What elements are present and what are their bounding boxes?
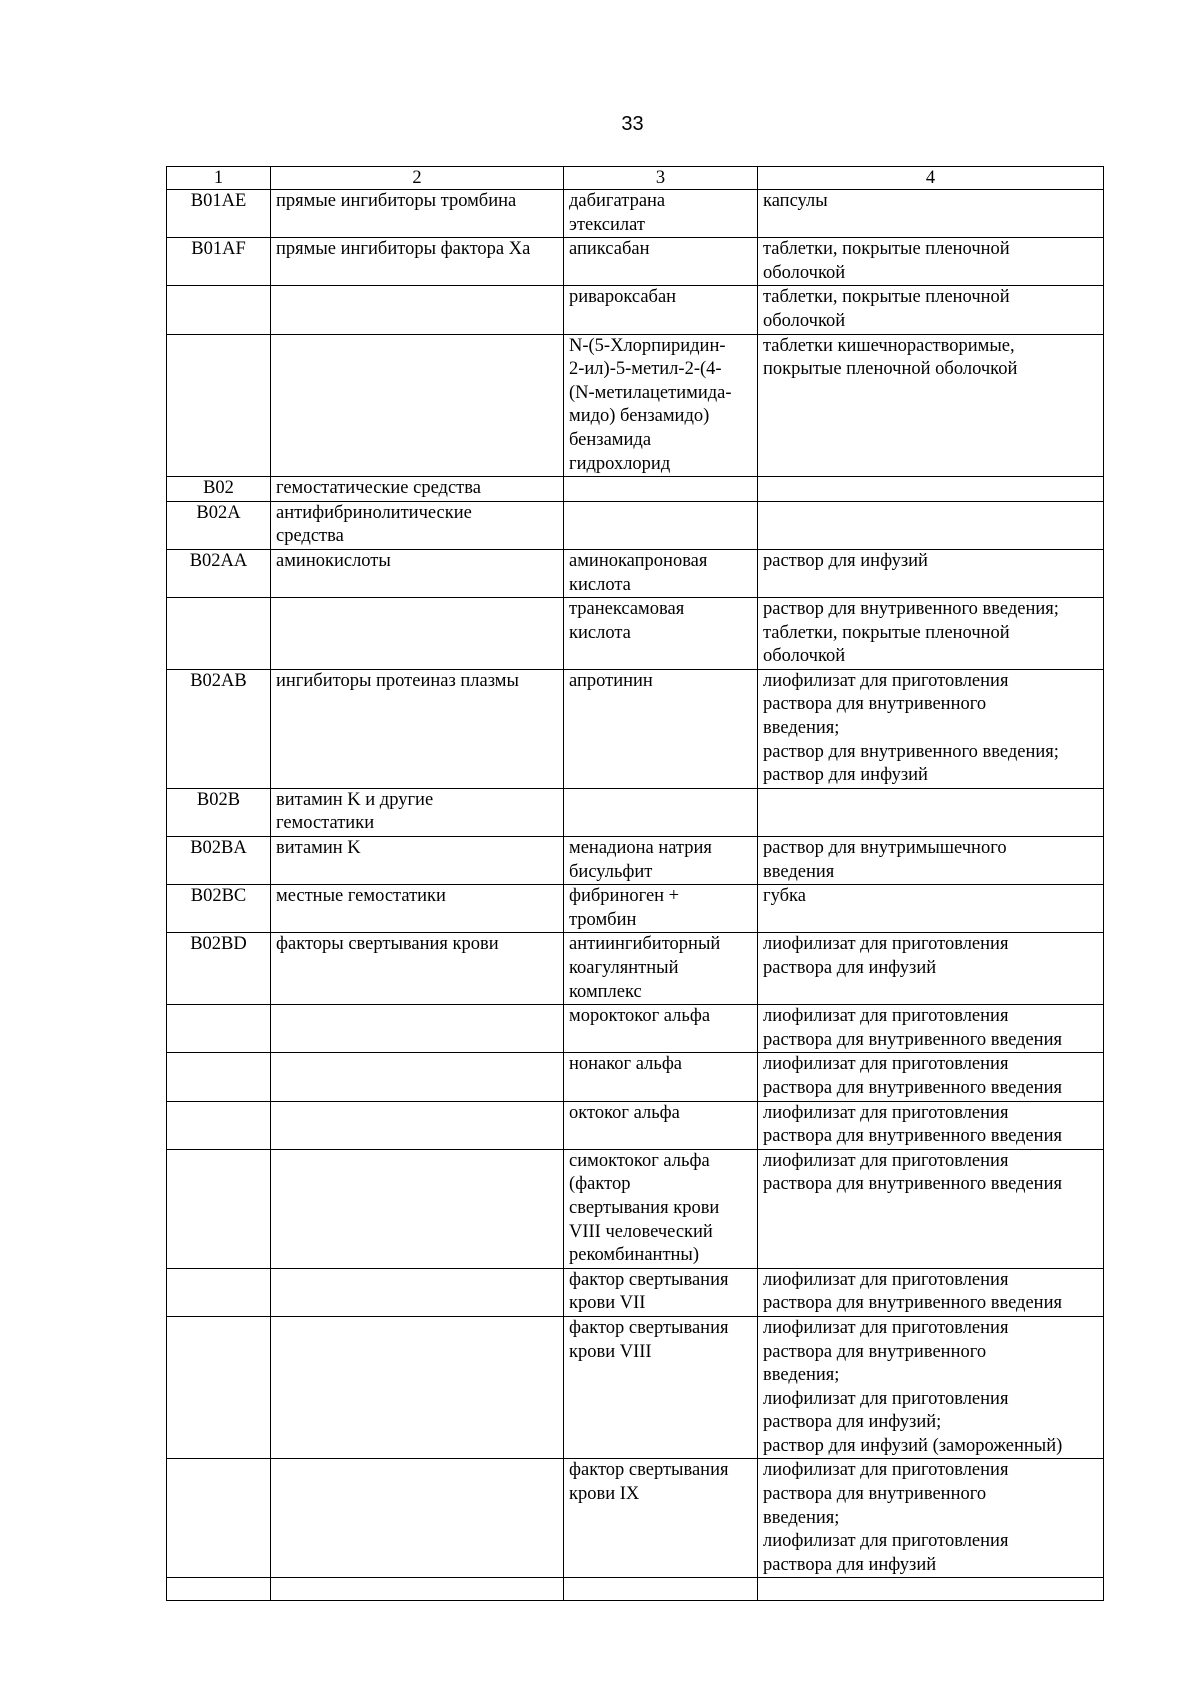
drug-cell: [564, 334, 758, 477]
cell-line: раствор для инфузий (замороженный): [763, 1435, 1063, 1456]
cell-line: кислота: [569, 574, 631, 595]
table-row: [167, 1101, 1104, 1149]
header-cell: 2: [271, 167, 564, 190]
cell-line: лиофилизат для приготовления: [763, 1102, 1009, 1123]
table-row: [167, 933, 1104, 1005]
cell-line: витамин K: [276, 838, 361, 859]
form-cell: [758, 1101, 1104, 1149]
form-cell: [758, 238, 1104, 286]
table-row: [167, 1459, 1104, 1578]
cell-line: (фактор: [569, 1174, 631, 1195]
cell-line: транексамовая: [569, 599, 685, 620]
cell-line: прямые ингибиторы фактора Xa: [276, 239, 531, 260]
cell-line: раствора для внутривенного введения: [763, 1029, 1062, 1050]
cell-line: лиофилизат для приготовления: [763, 1006, 1009, 1027]
drug-cell: [564, 1459, 758, 1578]
cell-line: фактор свертывания: [569, 1269, 729, 1290]
group-cell: [271, 885, 564, 933]
form-cell: [758, 1053, 1104, 1101]
cell-line: крови IX: [569, 1484, 640, 1505]
table-row: [167, 334, 1104, 477]
table-row: [167, 286, 1104, 334]
cell-line: (N-метилацетимида-: [569, 382, 732, 403]
drug-cell: [564, 837, 758, 885]
drug-cell: [564, 549, 758, 597]
cell-line: коагулянтный: [569, 958, 679, 978]
cell-line: апиксабан: [569, 239, 650, 260]
table-row: [167, 501, 1104, 549]
cell-line: факторы свертывания крови: [276, 934, 499, 955]
cell-line: введения;: [763, 1365, 840, 1386]
cell-line: гемостатические средства: [276, 478, 481, 499]
atc-code-cell: B02BC: [167, 885, 271, 933]
table-row: [167, 1053, 1104, 1101]
cell-line: крови VIII: [569, 1341, 652, 1362]
cell-line: витамин K и другие: [276, 789, 434, 810]
atc-code-cell: [167, 286, 271, 334]
drug-cell: [564, 477, 758, 502]
cell-line: губка: [763, 886, 806, 907]
group-cell: [271, 190, 564, 238]
form-cell: [758, 334, 1104, 477]
cell-line: нонаког альфа: [569, 1054, 683, 1075]
group-cell: [271, 477, 564, 502]
cell-line: лиофилизат для приготовления: [763, 1269, 1009, 1290]
group-cell: [271, 1149, 564, 1268]
cell-line: этексилат: [569, 214, 645, 235]
cell-line: раствор для инфузий: [763, 550, 928, 571]
cell-line: раствор для внутривенного введения;: [763, 741, 1059, 762]
cell-line: мидо) бензамидо): [569, 406, 710, 427]
cell-line: фактор свертывания: [569, 1460, 729, 1481]
group-cell: [271, 669, 564, 788]
form-cell: [758, 885, 1104, 933]
form-cell: [758, 1005, 1104, 1053]
cell-line: таблетки, покрытые пленочной: [763, 622, 1010, 643]
atc-code-cell: B02A: [167, 501, 271, 549]
group-cell: [271, 1268, 564, 1316]
cell-line: ривароксабан: [569, 287, 677, 308]
form-cell: [758, 1459, 1104, 1578]
form-cell: [758, 598, 1104, 670]
header-cell: 4: [758, 167, 1104, 190]
form-cell: [758, 669, 1104, 788]
cell-line: раствора для инфузий: [763, 1554, 937, 1575]
table-row: [167, 1268, 1104, 1316]
cell-line: таблетки кишечнорастворимые,: [763, 335, 1015, 356]
group-cell: [271, 1316, 564, 1459]
cell-line: лиофилизат для приготовления: [763, 934, 1009, 955]
table-row: [167, 549, 1104, 597]
cell-line: раствора для инфузий;: [763, 1412, 942, 1433]
drug-cell: [564, 669, 758, 788]
cell-line: раствора для внутривенного: [763, 694, 987, 715]
group-cell: [271, 837, 564, 885]
group-cell: [271, 598, 564, 670]
cell-line: фибриноген +: [569, 886, 680, 907]
empty-cell: [758, 1578, 1104, 1601]
form-cell: [758, 190, 1104, 238]
cell-line: раствор для внутривенного введения;: [763, 599, 1059, 620]
group-cell: [271, 1053, 564, 1101]
cell-line: оболочкой: [763, 646, 846, 667]
form-cell: [758, 477, 1104, 502]
cell-line: лиофилизат для приготовления: [763, 1531, 1009, 1552]
atc-code-cell: [167, 1459, 271, 1578]
cell-line: аминокислоты: [276, 550, 391, 571]
form-cell: [758, 549, 1104, 597]
group-cell: [271, 1459, 564, 1578]
cell-line: местные гемостатики: [276, 886, 446, 907]
cell-line: VIII человеческий: [569, 1221, 713, 1242]
cell-line: покрытые пленочной оболочкой: [763, 359, 1018, 380]
drug-cell: [564, 933, 758, 1005]
form-cell: [758, 501, 1104, 549]
group-cell: [271, 549, 564, 597]
cell-line: N-(5-Хлорпиридин-: [569, 335, 726, 356]
table-row: [167, 190, 1104, 238]
atc-code-cell: B02AA: [167, 549, 271, 597]
atc-code-cell: [167, 598, 271, 670]
drug-cell: [564, 1149, 758, 1268]
cell-line: оболочкой: [763, 262, 846, 283]
cell-line: 2-ил)-5-метил-2-(4-: [569, 359, 722, 380]
cell-line: кислота: [569, 622, 631, 643]
cell-line: лиофилизат для приготовления: [763, 1150, 1009, 1171]
group-cell: [271, 286, 564, 334]
drug-table: [166, 166, 1104, 1601]
form-cell: [758, 1149, 1104, 1268]
cell-line: лиофилизат для приготовления: [763, 1388, 1009, 1409]
cell-line: оболочкой: [763, 310, 846, 331]
cell-line: дабигатрана: [569, 191, 666, 211]
cell-line: прямые ингибиторы тромбина: [276, 191, 517, 211]
cell-line: крови VII: [569, 1293, 646, 1314]
drug-cell: [564, 190, 758, 238]
cell-line: антифибринолитические: [276, 502, 472, 523]
cell-line: апротинин: [569, 670, 653, 691]
atc-code-cell: [167, 334, 271, 477]
table-row: [167, 1149, 1104, 1268]
form-cell: [758, 788, 1104, 836]
group-cell: [271, 1101, 564, 1149]
group-cell: [271, 334, 564, 477]
drug-cell: [564, 885, 758, 933]
table-header-row: [167, 167, 1104, 190]
cell-line: раствора для внутривенного: [763, 1484, 987, 1505]
drug-cell: [564, 1053, 758, 1101]
cell-line: менадиона натрия: [569, 838, 712, 859]
cell-line: бензамида: [569, 429, 652, 450]
group-cell: [271, 1005, 564, 1053]
cell-line: раствора для внутривенного введения: [763, 1293, 1062, 1314]
empty-cell: [564, 1578, 758, 1601]
table-row: [167, 1316, 1104, 1459]
header-cell: 3: [564, 167, 758, 190]
page-number: 33: [621, 113, 644, 135]
cell-line: гидрохлорид: [569, 453, 671, 474]
group-cell: [271, 788, 564, 836]
cell-line: капсулы: [763, 191, 828, 211]
cell-line: раствор для внутримышечного: [763, 838, 1007, 859]
form-cell: [758, 933, 1104, 1005]
cell-line: раствора для внутривенного введения: [763, 1077, 1062, 1098]
atc-code-cell: B02AB: [167, 669, 271, 788]
form-cell: [758, 1268, 1104, 1316]
cell-line: бисульфит: [569, 861, 653, 882]
cell-line: свертывания крови: [569, 1197, 720, 1218]
cell-line: октоког альфа: [569, 1102, 680, 1123]
table-row: [167, 598, 1104, 670]
cell-line: таблетки, покрытые пленочной: [763, 239, 1010, 260]
atc-code-cell: B01AF: [167, 238, 271, 286]
atc-code-cell: B02BD: [167, 933, 271, 1005]
cell-line: тромбин: [569, 909, 637, 930]
cell-line: раствора для инфузий: [763, 958, 937, 978]
empty-cell: [167, 1578, 271, 1601]
atc-code-cell: [167, 1149, 271, 1268]
atc-code-cell: B02: [167, 477, 271, 502]
form-cell: [758, 837, 1104, 885]
atc-code-cell: B01AE: [167, 190, 271, 238]
table-row: [167, 837, 1104, 885]
cell-line: лиофилизат для приготовления: [763, 1317, 1009, 1338]
atc-code-cell: [167, 1268, 271, 1316]
cell-line: ингибиторы протеиназ плазмы: [276, 670, 519, 691]
drug-cell: [564, 598, 758, 670]
atc-code-cell: [167, 1101, 271, 1149]
table-bottom-spacer: [167, 1578, 1104, 1601]
cell-line: раствора для внутривенного введения: [763, 1126, 1062, 1147]
table-row: [167, 238, 1104, 286]
cell-line: рекомбинантны): [569, 1245, 700, 1266]
table-row: [167, 788, 1104, 836]
group-cell: [271, 501, 564, 549]
drug-cell: [564, 238, 758, 286]
cell-line: лиофилизат для приготовления: [763, 1054, 1009, 1075]
drug-cell: [564, 501, 758, 549]
atc-code-cell: [167, 1005, 271, 1053]
table-row: [167, 1005, 1104, 1053]
cell-line: раствора для внутривенного: [763, 1341, 987, 1362]
drug-cell: [564, 1005, 758, 1053]
form-cell: [758, 286, 1104, 334]
cell-line: лиофилизат для приготовления: [763, 1460, 1009, 1481]
cell-line: таблетки, покрытые пленочной: [763, 287, 1010, 308]
drug-cell: [564, 1101, 758, 1149]
drug-cell: [564, 286, 758, 334]
form-cell: [758, 1316, 1104, 1459]
cell-line: раствор для инфузий: [763, 765, 928, 786]
cell-line: введения;: [763, 718, 840, 739]
atc-code-cell: [167, 1316, 271, 1459]
cell-line: лиофилизат для приготовления: [763, 670, 1009, 691]
cell-line: симоктоког альфа: [569, 1150, 710, 1171]
drug-cell: [564, 1268, 758, 1316]
atc-code-cell: B02BA: [167, 837, 271, 885]
cell-line: фактор свертывания: [569, 1317, 729, 1338]
header-cell: 1: [167, 167, 271, 190]
cell-line: введения: [763, 861, 835, 882]
table-row: [167, 477, 1104, 502]
group-cell: [271, 238, 564, 286]
drug-cell: [564, 788, 758, 836]
cell-line: средства: [276, 526, 344, 547]
empty-cell: [271, 1578, 564, 1601]
cell-line: введения;: [763, 1507, 840, 1528]
table-row: [167, 885, 1104, 933]
atc-code-cell: [167, 1053, 271, 1101]
cell-line: комплекс: [569, 981, 642, 1002]
cell-line: гемостатики: [276, 813, 375, 834]
table-row: [167, 669, 1104, 788]
cell-line: антиингибиторный: [569, 934, 721, 955]
cell-line: мороктоког альфа: [569, 1006, 711, 1027]
drug-cell: [564, 1316, 758, 1459]
cell-line: раствора для внутривенного введения: [763, 1174, 1062, 1195]
cell-line: аминокапроновая: [569, 550, 708, 571]
group-cell: [271, 933, 564, 1005]
atc-code-cell: B02B: [167, 788, 271, 836]
